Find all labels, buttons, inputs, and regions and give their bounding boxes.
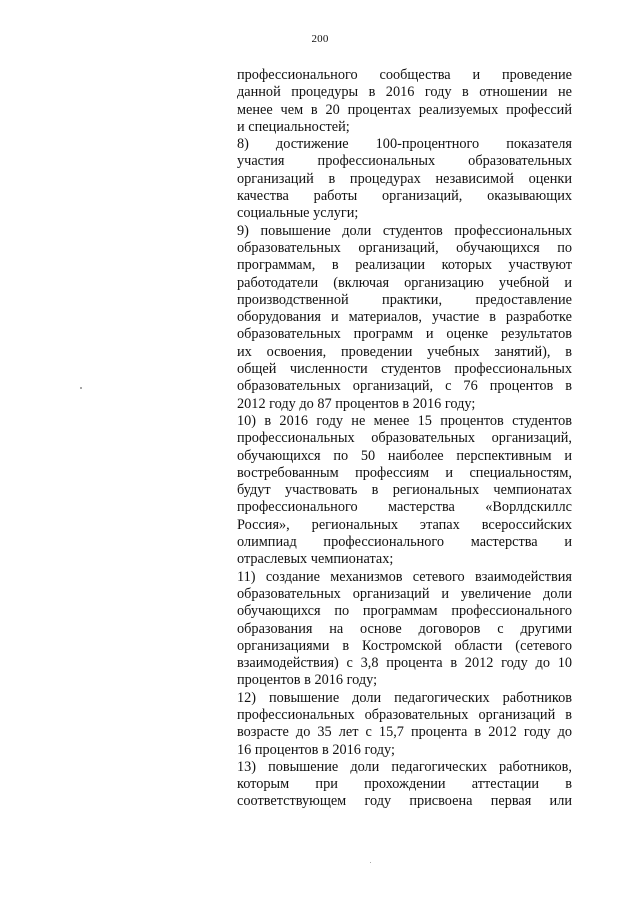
text-line: организаций в процедурах независимой оценки (237, 170, 572, 187)
text-line: образовательных организаций, с 76 процентов в (237, 378, 572, 395)
text-line: Россия», региональных этапах всероссийских (237, 516, 572, 533)
text-line: 16 процентов в 2016 году; (237, 741, 395, 758)
text-line: производственной практики, предоставление (237, 291, 572, 308)
text-line: профессионального мастерства «Ворлдскиллс (237, 499, 572, 516)
text-line: взаимодействия) с 3,8 процента в 2012 году до 10 (237, 655, 572, 672)
text-line: образования на основе договоров с другими (237, 620, 572, 637)
text-line: отраслевых чемпионатах; (237, 551, 394, 568)
scan-speck (80, 387, 82, 389)
text-line: общей численности студентов профессиональных (237, 361, 572, 378)
text-line: данной процедуры в 2016 году в отношении не (237, 84, 572, 101)
text-line: возрасте до 35 лет с 15,7 процента в 2012 году до (237, 724, 572, 741)
text-line: и специальностей; (237, 118, 350, 135)
text-line: образовательных программ и оценке результатов (237, 326, 572, 343)
text-line: профессиональных образовательных организаций, (237, 430, 572, 447)
text-line: образовательных организаций и увеличение доли (237, 585, 572, 602)
text-line: соответствующем году присвоена первая или (237, 793, 572, 810)
text-line: участия профессиональных образовательных (237, 153, 572, 170)
text-line: обучающихся по программам профессионального (237, 603, 572, 620)
text-line: профессиональных образовательных организаций в (237, 706, 572, 723)
text-line: работодатели (включая организацию учебной и (237, 274, 572, 291)
text-line: 8) достижение 100-процентного показателя (237, 136, 572, 153)
text-line: 2012 году до 87 процентов в 2016 году; (237, 395, 476, 412)
text-line: качества работы организаций, оказывающих (237, 188, 572, 205)
text-line: будут участвовать в региональных чемпионатах (237, 482, 572, 499)
scan-speck (370, 862, 371, 863)
text-line: 10) в 2016 году не менее 15 процентов студентов (237, 412, 572, 429)
text-line: их освоения, проведении учебных занятий), в (237, 343, 572, 360)
text-line: менее чем в 20 процентах реализуемых профессий (237, 101, 572, 118)
document-body (237, 67, 572, 811)
text-line: 11) создание механизмов сетевого взаимодействия (237, 568, 572, 585)
text-line: востребованным профессиям и специальностям, (237, 464, 572, 481)
text-line: образовательных организаций, обучающихся по (237, 239, 572, 256)
text-line: процентов в 2016 году; (237, 672, 378, 689)
text-line: программам, в реализации которых участвуют (237, 257, 572, 274)
text-line: 9) повышение доли студентов профессиональных (237, 222, 572, 239)
text-line: профессионального сообщества и проведение (237, 67, 572, 83)
text-line: 13) повышение доли педагогических работников, (237, 758, 572, 775)
text-line: обучающихся по 50 наиболее перспективным и (237, 447, 572, 464)
text-line: оборудования и материалов, участие в разработке (237, 309, 572, 326)
text-line: социальные услуги; (237, 205, 359, 222)
page-number: 200 (311, 33, 329, 45)
text-line: олимпиад профессионального мастерства и (237, 534, 572, 551)
text-line: организациями в Костромской области (сетевого (237, 637, 572, 654)
text-line: которым при прохождении аттестации в (237, 776, 572, 793)
text-line: 12) повышение доли педагогических работников (237, 689, 572, 706)
